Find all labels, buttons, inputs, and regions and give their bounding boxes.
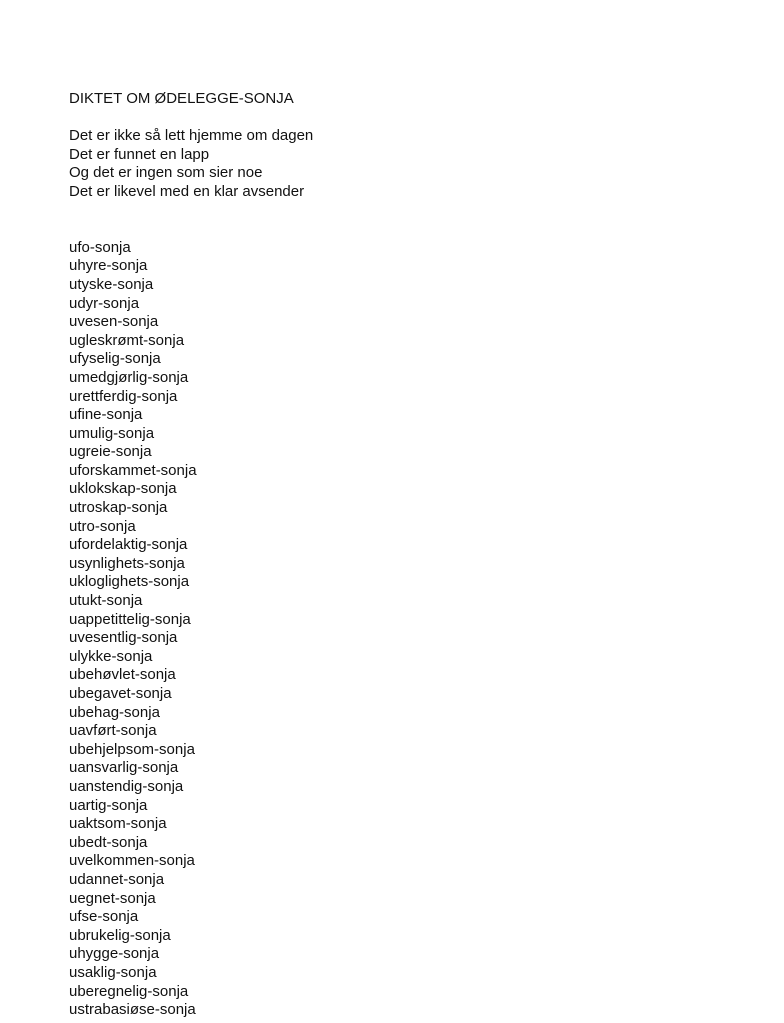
- poem-stanza: [69, 127, 749, 201]
- list-item: utyske-sonja: [69, 275, 154, 293]
- list-item: uegnet-sonja: [69, 889, 156, 907]
- list-item: umulig-sonja: [69, 424, 155, 442]
- list-item: ubehjelpsom-sonja: [69, 740, 195, 758]
- list-item: uavført-sonja: [69, 722, 157, 740]
- stanza-line: Det er likevel med en klar avsender: [69, 182, 305, 200]
- list-item: utroskap-sonja: [69, 499, 168, 517]
- stanza-line: Og det er ingen som sier noe: [69, 164, 263, 182]
- list-item: uvesen-sonja: [69, 313, 159, 331]
- list-item: uansvarlig-sonja: [69, 759, 179, 777]
- list-item: ubehøvlet-sonja: [69, 666, 176, 684]
- list-item: ubrukelig-sonja: [69, 926, 171, 944]
- list-item: uhygge-sonja: [69, 945, 160, 963]
- list-item: uvesentlig-sonja: [69, 629, 178, 647]
- list-item: umedgjørlig-sonja: [69, 368, 189, 386]
- list-item: ubedt-sonja: [69, 833, 148, 851]
- list-item: ulykke-sonja: [69, 647, 153, 665]
- list-item: usynlighets-sonja: [69, 554, 185, 572]
- list-item: ufyselig-sonja: [69, 350, 161, 368]
- stanza-line: Det er funnet en lapp: [69, 145, 210, 163]
- stanza-line: Det er ikke så lett hjemme om dagen: [69, 127, 314, 145]
- list-item: udyr-sonja: [69, 294, 140, 312]
- list-item: uartig-sonja: [69, 796, 148, 814]
- list-item: ufo-sonja: [69, 238, 131, 256]
- list-item: udannet-sonja: [69, 870, 165, 888]
- list-item: ugreie-sonja: [69, 443, 152, 461]
- list-item: utukt-sonja: [69, 592, 143, 610]
- document-page: [69, 90, 749, 1020]
- list-item: ubehag-sonja: [69, 703, 160, 721]
- list-item: uhyre-sonja: [69, 257, 148, 275]
- list-item: ufse-sonja: [69, 908, 139, 926]
- list-item: ubegavet-sonja: [69, 685, 172, 702]
- list-item: uforskammet-sonja: [69, 461, 197, 479]
- list-item: usaklig-sonja: [69, 963, 157, 981]
- word-list: [69, 239, 749, 1020]
- list-item: utro-sonja: [69, 517, 136, 535]
- list-item: uvelkommen-sonja: [69, 852, 195, 870]
- list-item: ukloglighets-sonja: [69, 573, 190, 591]
- list-item: uklokskap-sonja: [69, 480, 177, 498]
- list-item: uanstendig-sonja: [69, 777, 184, 795]
- list-item: uaktsom-sonja: [69, 815, 167, 833]
- list-item: ufine-sonja: [69, 406, 143, 424]
- list-item: urettferdig-sonja: [69, 387, 178, 405]
- list-item: ufordelaktig-sonja: [69, 536, 188, 554]
- list-item: ugleskrømt-sonja: [69, 331, 185, 349]
- list-item: uappetittelig-sonja: [69, 610, 191, 628]
- document-title: DIKTET OM ØDELEGGE-SONJA: [69, 90, 294, 107]
- list-item: uberegnelig-sonja: [69, 982, 189, 1000]
- list-item: ustrabasiøse-sonja: [69, 1001, 196, 1019]
